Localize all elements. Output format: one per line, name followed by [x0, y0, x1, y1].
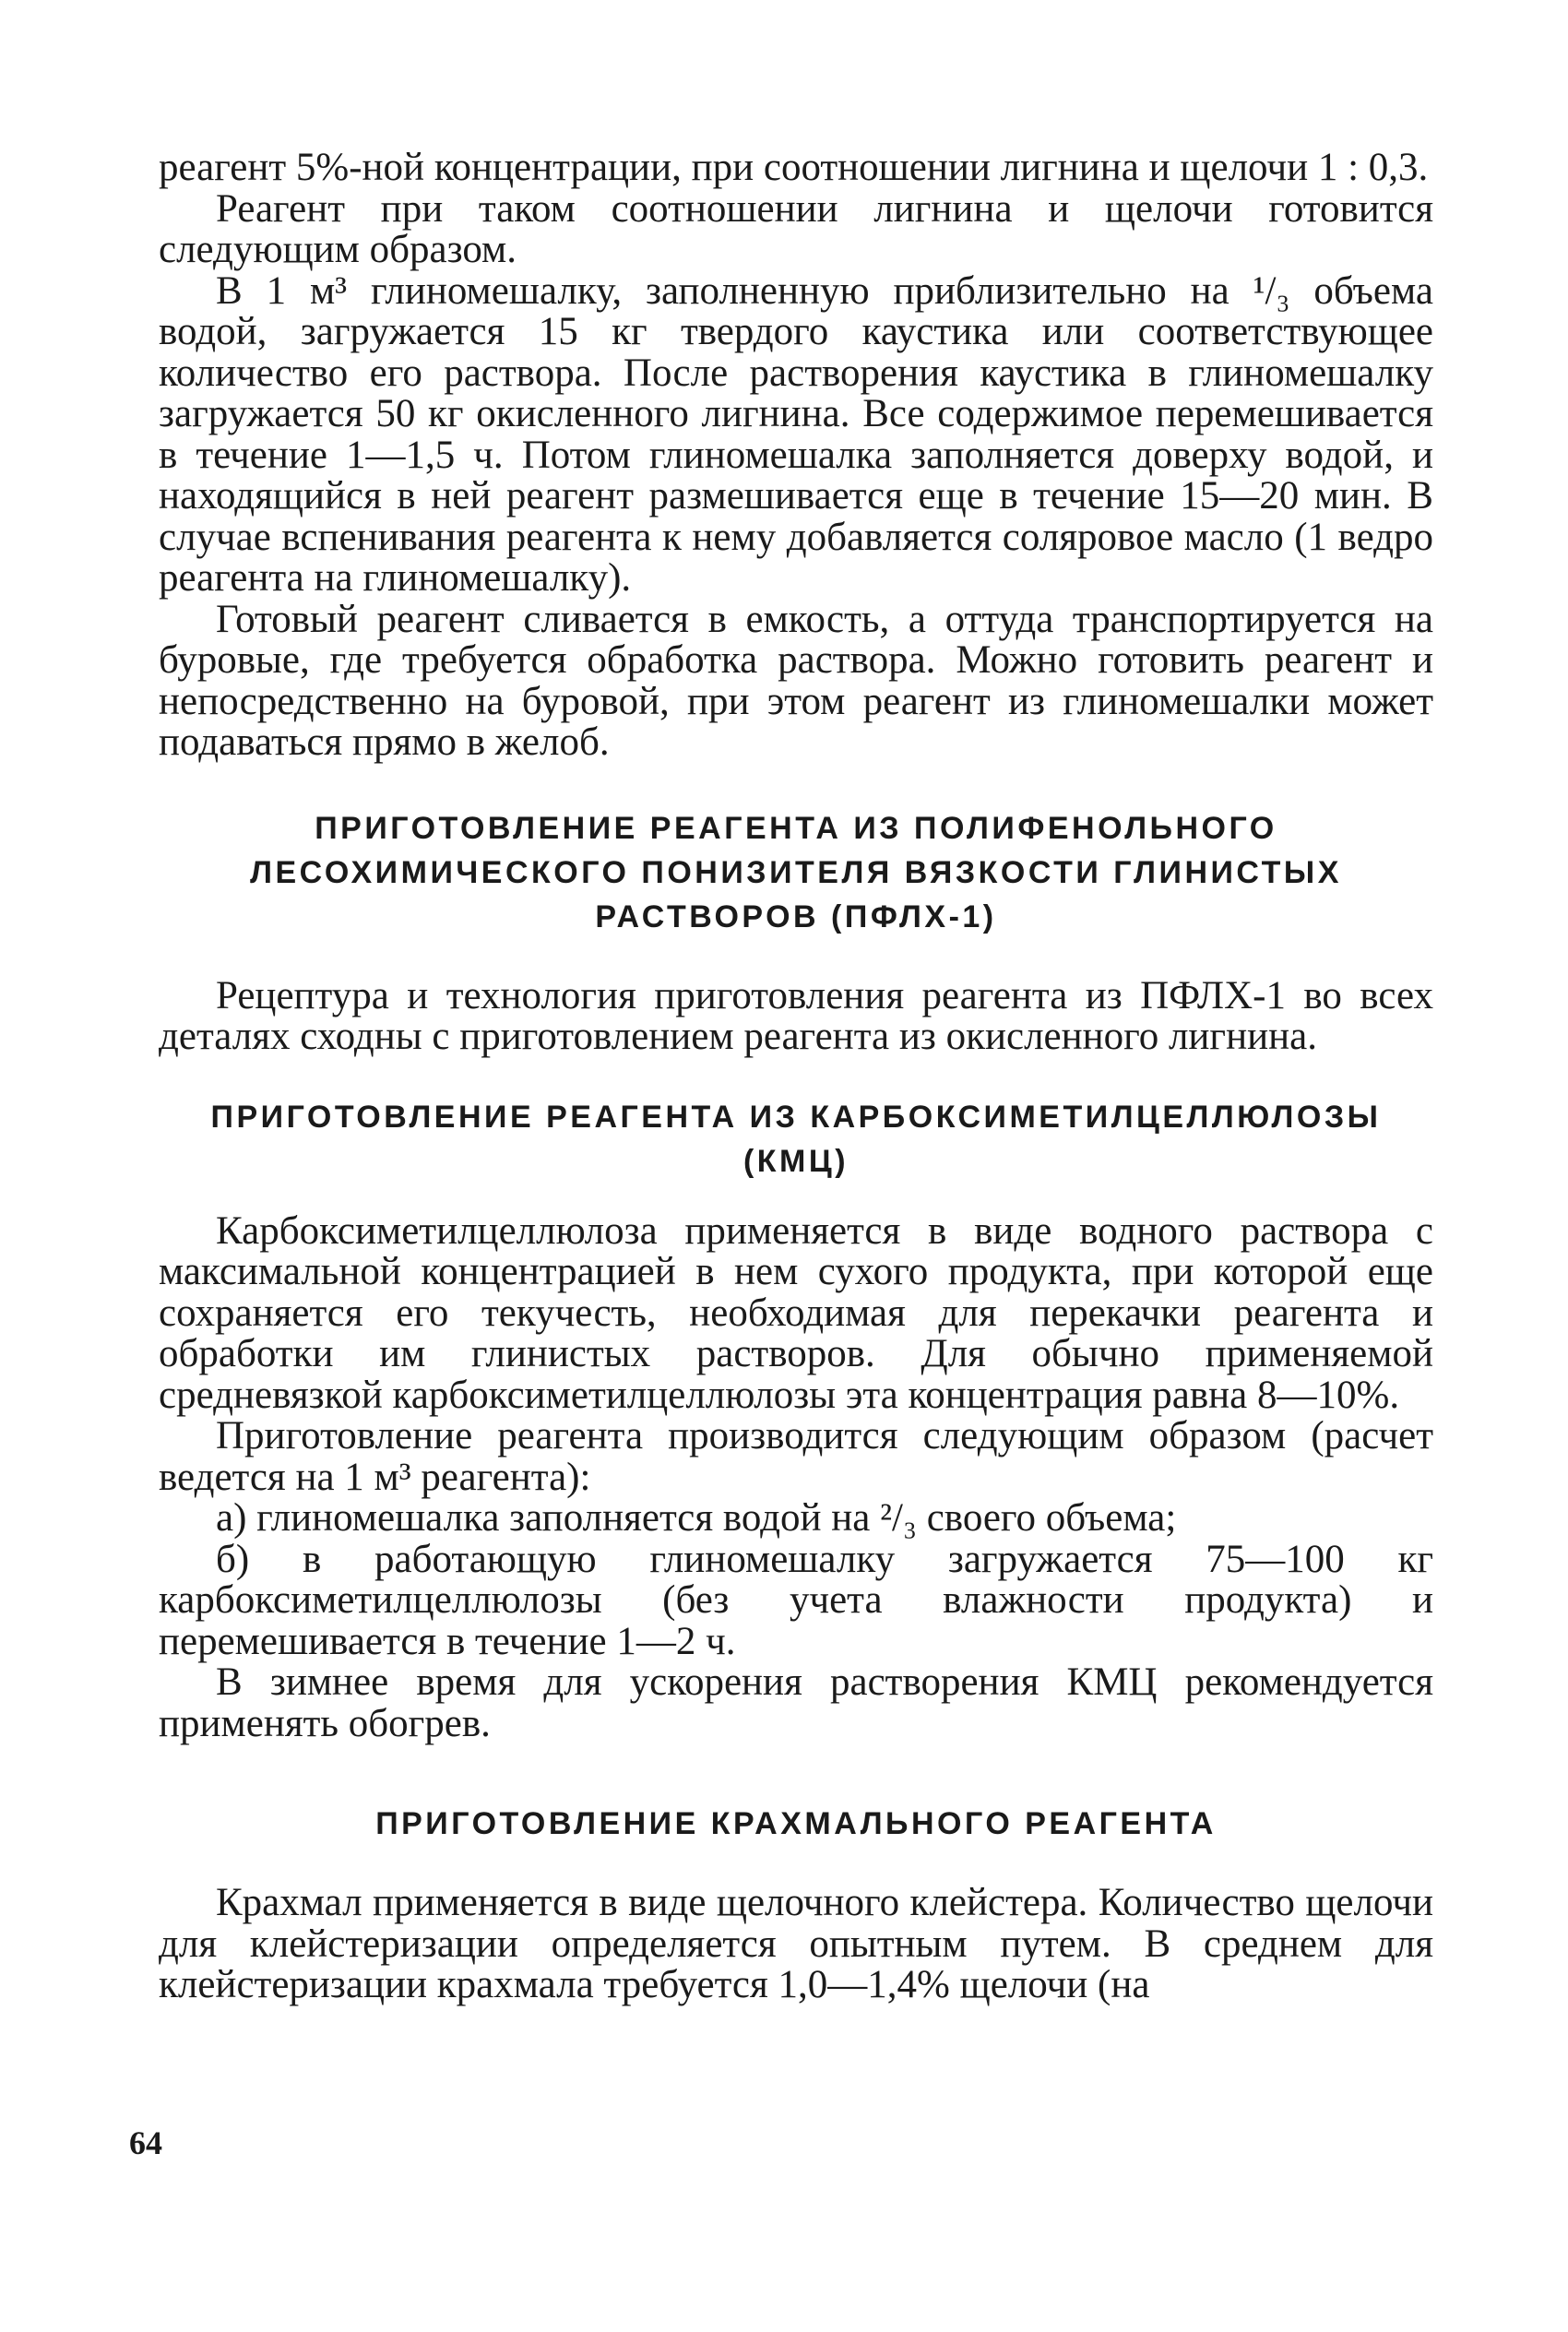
- paragraph-preparation-steps: В 1 м³ глиномешалку, заполненную приблизительно на ¹/₃ объема водой, загружается 15 кг твердого каустика или соответствующее количество его раствора. После растворения каустика в глиномешалку загружается 50 кг окисленного лигнина. Все содержимое перемешивается в течение 1—1,5 ч. Потом глиномешалка заполняется доверху водой, и находящийся в ней реагент размешивается еще в течение 15—20 мин. В случае вспенивания реагента к нему добавляется соляровое масло (1 ведро реагента на глиномешалку).: [159, 268, 1433, 600]
- section-heading-pflh: ПРИГОТОВЛЕНИЕ РЕАГЕНТА ИЗ ПОЛИФЕНОЛЬНОГО ЛЕСОХИМИЧЕСКОГО ПОНИЗИТЕЛЯ ВЯЗКОСТИ ГЛИНИСТЫХ РАСТВОРОВ (ПФЛХ-1): [250, 810, 1342, 934]
- page-number: 64: [129, 2124, 162, 2161]
- list-item-b: б) в работающую глиномешалку загружается 75—100 кг карбоксиметилцеллюлозы (без учета влажности продукта) и перемешивается в течение 1—2 ч.: [159, 1537, 1433, 1663]
- paragraph-starch-usage: Крахмал применяется в виде щелочного клейстера. Количество щелочи для клейстеризации определяется опытным путем. В среднем для клейстеризации крахмала требуется 1,0—1,4% щелочи (на: [159, 1881, 1433, 2006]
- section-heading-kmc: ПРИГОТОВЛЕНИЕ РЕАГЕНТА ИЗ КАРБОКСИМЕТИЛЦЕЛЛЮЛОЗЫ (КМЦ): [210, 1099, 1382, 1179]
- paragraph-reagent-ratio: Реагент при таком соотношении лигнина и щелочи готовится следующим образом.: [159, 186, 1433, 271]
- page-body: [159, 148, 1433, 2006]
- paragraph-kmc-usage: Карбоксиметилцеллюлоза применяется в виде водного раствора с максимальной концентрацией в нем сухого продукта, при которой еще сохраняется его текучесть, необходимая для перекачки реагента и обработки им глинистых растворов. Для обычно применяемой средневязкой карбоксиметилцеллюлозы эта концентрация равна 8—10%.: [159, 1208, 1433, 1417]
- paragraph-kmc-procedure: Приготовление реагента производится следующим образом (расчет ведется на 1 м³ реагента):: [159, 1414, 1433, 1499]
- paragraph-continuation: реагент 5%-ной концентрации, при соотношении лигнина и щелочи 1 : 0,3.: [159, 146, 1429, 189]
- paragraph-winter-heating: В зимнее время для ускорения растворения КМЦ рекомендуется применять обогрев.: [159, 1660, 1433, 1745]
- paragraph-ready-reagent: Готовый реагент сливается в емкость, а оттуда транспортируется на буровые, где требуется обработка раствора. Можно готовить реагент и непосредственно на буровой, при этом реагент из глиномешалки может подаваться прямо в желоб.: [159, 597, 1433, 764]
- section-heading-starch: ПРИГОТОВЛЕНИЕ КРАХМАЛЬНОГО РЕАГЕНТА: [375, 1806, 1217, 1841]
- paragraph-pflh-recipe: Рецептура и технология приготовления реагента из ПФЛХ-1 во всех деталях сходны с приготовлением реагента из окисленного лигнина.: [159, 973, 1433, 1058]
- list-item-a: а) глиномешалка заполняется водой на ²/₃ своего объема;: [216, 1496, 1177, 1540]
